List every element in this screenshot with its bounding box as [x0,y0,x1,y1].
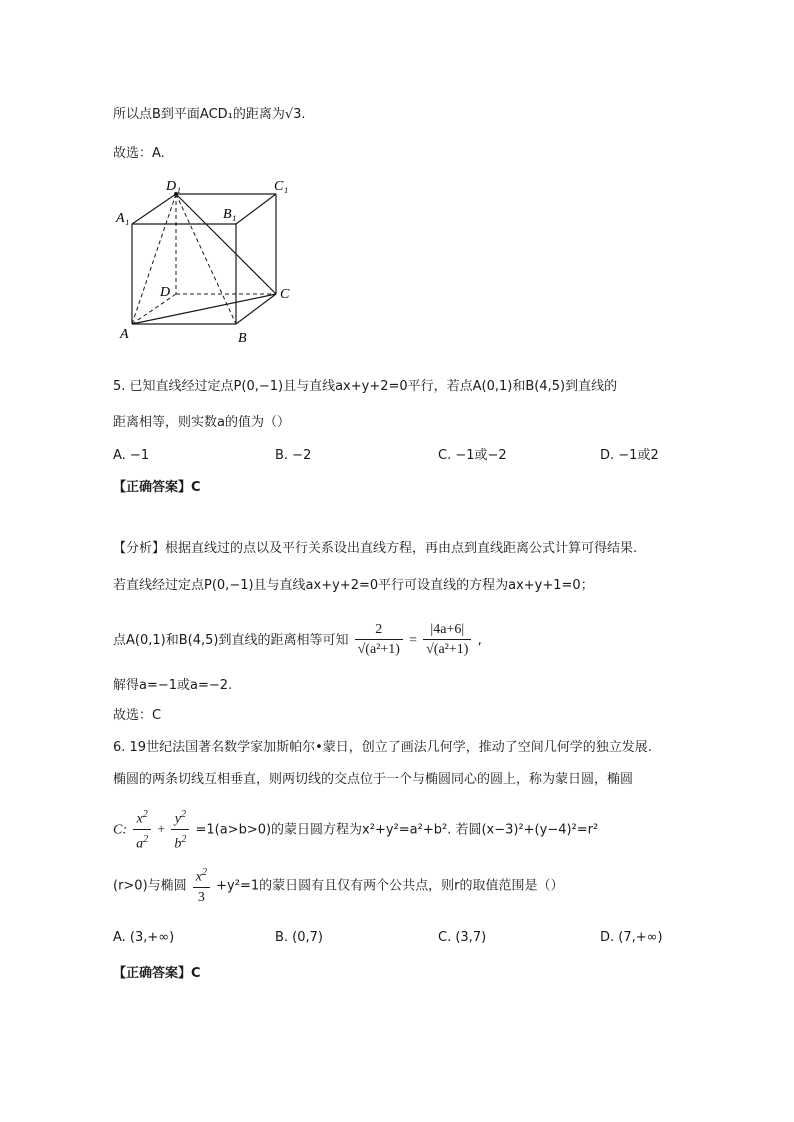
q6-fraction-ellipse: $\frac{x^2}{3}$ [193,864,210,908]
q5-option-d: D. −1或2 [600,448,659,463]
q6-stem-4-suffix: +y²=1的蒙日圆有且仅有两个公共点，则r的取值范围是（） [216,878,564,894]
edge-d1a [132,194,176,324]
q6-option-a: A. (3,+∞) [113,930,175,945]
q5-analysis-1: 【分析】根据直线过的点以及平行关系设出直线方程，再由点到直线距离公式计算可得结果. [113,541,638,556]
q5-fraction-right [423,621,471,660]
q5-analysis-2: 若直线经过定点P(0,−1)且与直线ax+y+2=0平行可设直线的方程为ax+y+1=0； [113,578,594,593]
q5-option-a: A. −1 [113,448,150,463]
q6-stem-2: 椭圆的两条切线互相垂直，则两切线的交点位于一个与椭圆同心的圆上，称为蒙日圆，椭圆 [113,772,634,787]
label-b1: B₁ [223,207,237,222]
q5-answer-line: 故选：C [113,708,162,723]
q5-analysis-3-prefix: 点A(0,1)和B(4,5)到直线的距离相等可知 [113,633,349,648]
q5-stem-1: 5. 已知直线经过定点P(0,−1)且与直线ax+y+2=0平行，若点A(0,1)和B(4,5)到直线的 [113,379,618,394]
q5-frac-right-den: √(a²+1) [426,642,469,657]
q5-frac-left-den: √(a²+1) [357,642,400,657]
label-a1: A₁ [116,211,130,226]
q5-frac-right-num: |4a+6| [423,621,471,640]
q6-stem-3-suffix: =1(a>b>0)的蒙日圆方程为x²+y²=a²+b². 若圆(x−3)²+(y−4)²=r² [195,822,599,838]
q6-stem-3-prefix: C: [113,822,127,838]
label-b: B [238,331,247,346]
edge-ac [132,294,276,324]
q5-correct-answer: 【正确答案】C [113,480,201,495]
cube-figure [110,172,310,347]
label-d1: D₁ [166,179,181,194]
q5-frac-left-num: 2 [355,621,403,640]
q5-stem-2: 距离相等，则实数a的值为（） [113,415,290,430]
q6-option-d: D. (7,+∞) [600,930,663,945]
edge-b1c1 [236,194,276,224]
q6-correct-answer: 【正确答案】C [113,966,201,981]
distance-conclusion: 所以点B到平面ACD₁的距离为√3. [113,107,306,122]
label-c1: C₁ [274,179,289,194]
q6-stem-1: 6. 19世纪法国著名数学家加斯帕尔•蒙日，创立了画法几何学，推动了空间几何学的独立发展. [113,740,652,755]
q6-fraction-x: $\frac{x^2}{a^2}$ [133,806,151,854]
q5-analysis-4: 解得a=−1或a=−2. [113,678,233,693]
label-d: D [160,285,171,300]
q6-fraction-y: $\frac{y^2}{b^2}$ [171,806,189,854]
q6-option-b: B. (0,7) [275,930,324,945]
edge-a1d1 [132,194,176,224]
q5-option-c: C. −1或−2 [438,448,507,463]
q6-stem-4-prefix: (r>0)与椭圆 [113,878,187,894]
q6-option-c: C. (3,7) [438,930,487,945]
label-a: A [120,327,129,342]
q6-stem-4 [113,864,563,908]
q5-fraction-left [355,621,403,660]
label-c: C [280,287,290,302]
q5-option-b: B. −2 [275,448,312,463]
answer-line-a: 故选：A. [113,146,165,161]
q6-stem-3: C: $\frac{x^2}{a^2}$ + $\frac{y^2}{b^2}$ =1(a>b>0)的蒙日圆方程为x²+y²=a²+b². 若圆(x−3)²+(y−4)²=r² [113,806,598,854]
q5-analysis-3: 点A(0,1)和B(4,5)到直线的距离相等可知 $\frac{2}{\text{√(a²+1)}}$ = $\frac{|4a+6|}{\text{√(a²+1)}}$ , [113,621,482,661]
